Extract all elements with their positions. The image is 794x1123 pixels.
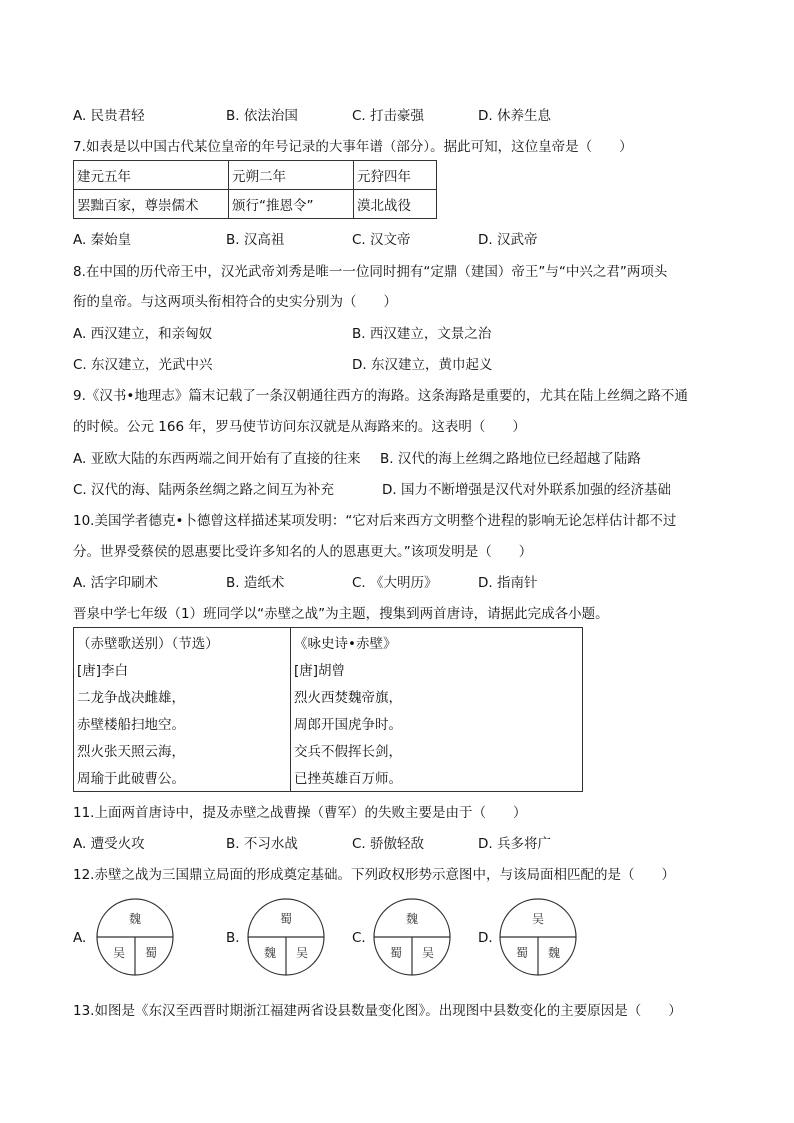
poem-right-author: [唐]胡曾 bbox=[294, 663, 346, 679]
poem-left-line: 烈火张天照云海， bbox=[77, 744, 185, 760]
q11-option-b: B. 不习水战 bbox=[226, 836, 298, 852]
poem-right-line: 周郎开国虎争时。 bbox=[294, 717, 402, 733]
poem-right-line: 交兵不假挥长剑， bbox=[294, 744, 402, 760]
q7-stem: 7.如表是以中国古代某位皇帝的年号记录的大事年谱（部分）。据此可知，这位皇帝是（ ） bbox=[73, 139, 633, 155]
q9-option-d: D. 国力不断增强是汉代对外联系加强的经济基础 bbox=[382, 482, 671, 498]
region-left: 蜀 bbox=[515, 946, 529, 960]
q10-option-d: D. 指南针 bbox=[478, 575, 538, 591]
q7-option-a: A. 秦始皇 bbox=[73, 232, 132, 248]
q10-option-c: C. 《大明历》 bbox=[352, 575, 438, 591]
q11-stem: 11.上面两首唐诗中，提及赤壁之战曹操（曹军）的失败主要是由于（ ） bbox=[73, 805, 527, 821]
poem-left-title: （赤壁歌送别）（节选） bbox=[77, 636, 219, 652]
table-cell: 罢黜百家，尊崇儒术 bbox=[74, 190, 229, 219]
q7-option-c: C. 汉文帝 bbox=[352, 232, 411, 248]
q6-option-d: D. 休养生息 bbox=[478, 108, 551, 124]
q9-stem-line1: 9.《汉书•地理志》篇末记载了一条汉朝通往西方的海路。这条海路是重要的，尤其在陆上丝绸之路不通 bbox=[73, 388, 688, 404]
region-top: 吴 bbox=[531, 912, 545, 926]
q12-option-a-label: A. bbox=[73, 930, 87, 946]
poem-table bbox=[73, 627, 583, 792]
q12-option-a-diagram bbox=[95, 897, 175, 977]
material-intro: 晋泉中学七年级（1）班同学以“赤壁之战”为主题，搜集到两首唐诗，请据此完成各小题。 bbox=[73, 606, 609, 622]
q8-option-b: B. 西汉建立，文景之治 bbox=[352, 326, 492, 342]
q7-option-b: B. 汉高祖 bbox=[226, 232, 285, 248]
q7-option-d: D. 汉武帝 bbox=[478, 232, 538, 248]
q7-table bbox=[73, 160, 437, 219]
q10-stem-line1: 10.美国学者德克•卜德曾这样描述某项发明：“它对后来西方文明整个进程的影响无论怎样估计都不过 bbox=[73, 513, 677, 529]
region-top: 魏 bbox=[128, 912, 142, 926]
poem-left-author: [唐]李白 bbox=[77, 663, 129, 679]
q12-option-b-label: B. bbox=[226, 930, 240, 946]
q9-stem-line2: 的时候。公元 166 年，罗马使节访问东汉就是从海路来的。这表明（ ） bbox=[73, 419, 526, 435]
region-right: 吴 bbox=[295, 946, 309, 960]
q8-stem-line2: 衔的皇帝。与这两项头衔相符合的史实分别为（ ） bbox=[73, 294, 397, 310]
poem-left-line: 周瑜于此破曹公。 bbox=[77, 771, 185, 787]
table-cell: 建元五年 bbox=[74, 161, 229, 190]
q10-option-a: A. 活字印刷术 bbox=[73, 575, 159, 591]
q12-option-d-diagram bbox=[498, 897, 578, 977]
region-top: 魏 bbox=[405, 912, 419, 926]
poem-right-line: 已挫英雄百万师。 bbox=[294, 771, 402, 787]
poem-left-line: 二龙争战决雌雄， bbox=[77, 690, 185, 706]
table-cell: 元朔二年 bbox=[229, 161, 354, 190]
q8-option-a: A. 西汉建立，和亲匈奴 bbox=[73, 326, 213, 342]
region-left: 魏 bbox=[263, 946, 277, 960]
region-right: 蜀 bbox=[144, 946, 158, 960]
q11-option-c: C. 骄傲轻敌 bbox=[352, 836, 425, 852]
poem-right-title: 《咏史诗•赤壁》 bbox=[294, 636, 397, 652]
q8-stem-line1: 8.在中国的历代帝王中，汉光武帝刘秀是唯一一位同时拥有“定鼎（建国）帝王”与“中兴之君”两项头 bbox=[73, 264, 668, 280]
poem-right-line: 烈火西焚魏帝旗， bbox=[294, 690, 402, 706]
q10-option-b: B. 造纸术 bbox=[226, 575, 285, 591]
poem-left-line: 赤壁楼船扫地空。 bbox=[77, 717, 185, 733]
poem-right bbox=[291, 628, 581, 791]
table-cell: 颁行“推恩令” bbox=[229, 190, 354, 219]
region-right: 吴 bbox=[421, 946, 435, 960]
q6-option-a: A. 民贵君轻 bbox=[73, 108, 145, 124]
table-cell: 元狩四年 bbox=[354, 161, 437, 190]
region-left: 吴 bbox=[112, 946, 126, 960]
q6-option-c: C. 打击豪强 bbox=[352, 108, 425, 124]
table-row bbox=[74, 190, 437, 219]
q9-option-b: B. 汉代的海上丝绸之路地位已经超越了陆路 bbox=[380, 451, 641, 467]
region-top: 蜀 bbox=[279, 912, 293, 926]
region-right: 魏 bbox=[547, 946, 561, 960]
q13-stem: 13.如图是《东汉至西晋时期浙江福建两省设县数量变化图》。出现图中县数变化的主要原因是（ ） bbox=[73, 1003, 682, 1019]
q12-option-d-label: D. bbox=[478, 930, 493, 946]
poem-left bbox=[74, 628, 291, 791]
q12-option-c-diagram bbox=[372, 897, 452, 977]
q11-option-d: D. 兵多将广 bbox=[478, 836, 551, 852]
region-left: 蜀 bbox=[389, 946, 403, 960]
q8-option-c: C. 东汉建立，光武中兴 bbox=[73, 357, 213, 373]
q9-option-a: A. 亚欧大陆的东西两端之间开始有了直接的往来 bbox=[73, 451, 361, 467]
q12-option-b-diagram bbox=[246, 897, 326, 977]
q12-option-c-label: C. bbox=[352, 930, 366, 946]
q6-option-b: B. 依法治国 bbox=[226, 108, 298, 124]
q8-option-d: D. 东汉建立，黄巾起义 bbox=[352, 357, 493, 373]
table-cell: 漠北战役 bbox=[354, 190, 437, 219]
q11-option-a: A. 遭受火攻 bbox=[73, 836, 145, 852]
q10-stem-line2: 分。世界受蔡侯的恩惠要比受许多知名的人的恩惠更大。”该项发明是（ ） bbox=[73, 544, 533, 560]
q9-option-c: C. 汉代的海、陆两条丝绸之路之间互为补充 bbox=[73, 482, 335, 498]
table-row bbox=[74, 161, 437, 190]
q12-stem: 12.赤壁之战为三国鼎立局面的形成奠定基础。下列政权形势示意图中，与该局面相匹配的是（ ） bbox=[73, 867, 675, 883]
